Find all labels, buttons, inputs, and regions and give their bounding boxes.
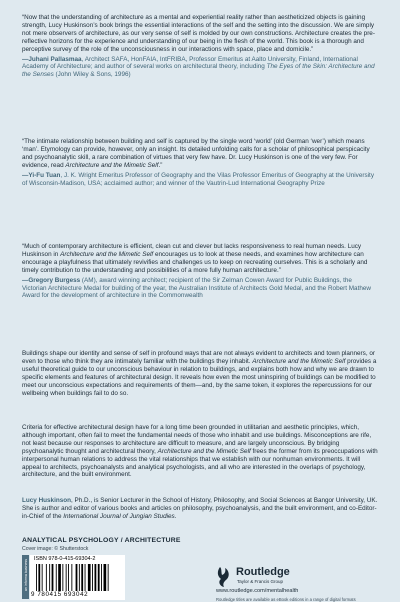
author-name: Lucy Huskinson: [22, 497, 71, 504]
quote-author: —Yi-Fu Tuan: [22, 171, 61, 179]
quote-attribution: —Yi-Fu Tuan, J. K. Wright Emeritus Professor of Geography and the Vilas Professor Emeritus of Geography at the University of Wisconsin-Madison, USA; acclaimed author; and winner of the Vautrin-Lud International Geography Prize: [22, 171, 374, 187]
endorsement-quote: [22, 138, 378, 187]
cover-credit: Cover image: © Shutterstock: [22, 546, 89, 552]
endorsement-quote: [22, 243, 378, 300]
barcode: [30, 555, 125, 600]
barcode-number: 9 780415 693042: [31, 591, 89, 598]
isbn: ISBN 978-0-415-69304-2: [34, 556, 96, 562]
quote-text: “The intimate relationship between building and self is captured by the single word ‘world’ (old German ‘wer’) which means ‘man’. Etymology can provide, however, only an insight. Its detailed unfolding calls for a scholar of philosophical perspicacity and psychoanalytic skill, a rare combination of virtues that very few have. Dr. Lucy Huskinson is one of the very few. For evidence, read Architecture and the Mimetic Self.”: [22, 138, 370, 169]
blurb-paragraph: Criteria for effective architectural design have for a long time been grounded in utilitarian and aesthetic principles, which, although important, often fail to meet the fundamental needs of those who inhabit and use buildings. Misconceptions are rife, not least because our responses to architecture are difficult to measure, and are largely unconscious. By bridging psychoanalytic thought and architectural theory, Architecture and the Mimetic Self frees the former from its preoccupations with interpersonal human relations to address the vital relationships that we establish with our nonhuman environments. It will appeal to architects, psychoanalysts and analytical psychologists, and all who are interested in the overlaps of psychology, architecture, and the built environment.: [22, 424, 378, 479]
barcode-bars: [36, 564, 120, 591]
publisher-group: Taylor & Francis Group: [237, 579, 284, 584]
quote-text: “Now that the understanding of architecture as a mental and experiential reality rather than aestheticized objects is gaining strength, Lucy Huskinson’s book brings the essential interactions of the self and the setting into the discussion. We are simply not mere observers of architecture, as our very sense of self is molded by our own constructions. Architecture creates the pre-reflective horizons for the experience and understanding of our being in the flesh of the world. This book is a thorough and perceptive survey of the role of the unconsciousness in our interactions with space, place and domicile.”: [22, 14, 375, 53]
informa-strip: [22, 555, 29, 599]
quote-attribution: —Gregory Burgess (AM), award winning architect; recipient of the Sir Zelman Cowen Award for Public Buildings, the Victorian Architecture Medal for building of the year, the Australian Institute of Architects Gold Medal, and the Robert Mathew Award for the development of architecture in the Commonwealth: [22, 276, 371, 300]
subject-category: ANALYTICAL PSYCHOLOGY / ARCHITECTURE: [22, 537, 181, 544]
publisher-name: Routledge: [236, 566, 290, 578]
blurb-paragraph: Buildings shape our identity and sense of self in profound ways that are not always evident to architects and town planners, or even to those who think they are intimately familiar with the buildings they inhabit. Architecture and the Mimetic Self provides a useful theoretical guide to our unconscious behaviour in relation to buildings, and explains both how and why we are drawn to specific elements and features of architectural design. It reveals how even the most uninspiring of buildings can be modified to meet our unconscious expectations and requirements of them—and, by the same token, it explores the repercussions for our wellbeing when buildings fail to do so.: [22, 350, 377, 397]
informa-strip-text: an informa business: [24, 558, 28, 592]
routledge-logo-icon: [216, 566, 232, 588]
quote-author: —Juhani Pallasmaa: [22, 55, 82, 63]
ebook-note: Routledge titles are available as eBook editions in a range of digital formats: [216, 597, 356, 602]
quote-attribution: —Juhani Pallasmaa, Architect SAFA, HonFAIA, IntFRIBA, Professor Emeritus at Aalto University, Finland, International Academy of Architecture; and author of several works on architectural theory, including The Eyes of the Skin: Architecture and the Senses (John Wiley & Sons, 1996): [22, 55, 375, 79]
quote-text: “Much of contemporary architecture is efficient, clean cut and clever but lacks responsiveness to real human needs. Lucy Huskinson in Architecture and the Mimetic Self encourages us to look at these needs, and examines how architecture can encourage a playfulness that ultimately revivifies and challenges us to keep on recreating ourselves. This is a scholarly and timely contribution to the understanding and possibilities of a more fully human architecture.”: [22, 243, 368, 274]
quote-author: —Gregory Burgess: [22, 276, 81, 284]
endorsement-quote: [22, 14, 378, 79]
author-bio: Lucy Huskinson, Ph.D., is Senior Lecturer in the School of History, Philosophy, and Social Sciences at Bangor University, UK. She is author and editor of various books and articles on philosophy, psychoanalysis, and the built environment, and co-Editor-in-Chief of the International Journal of Jungian Studies.: [22, 497, 378, 520]
publisher-url: www.routledge.com/mentalhealth: [216, 588, 299, 594]
